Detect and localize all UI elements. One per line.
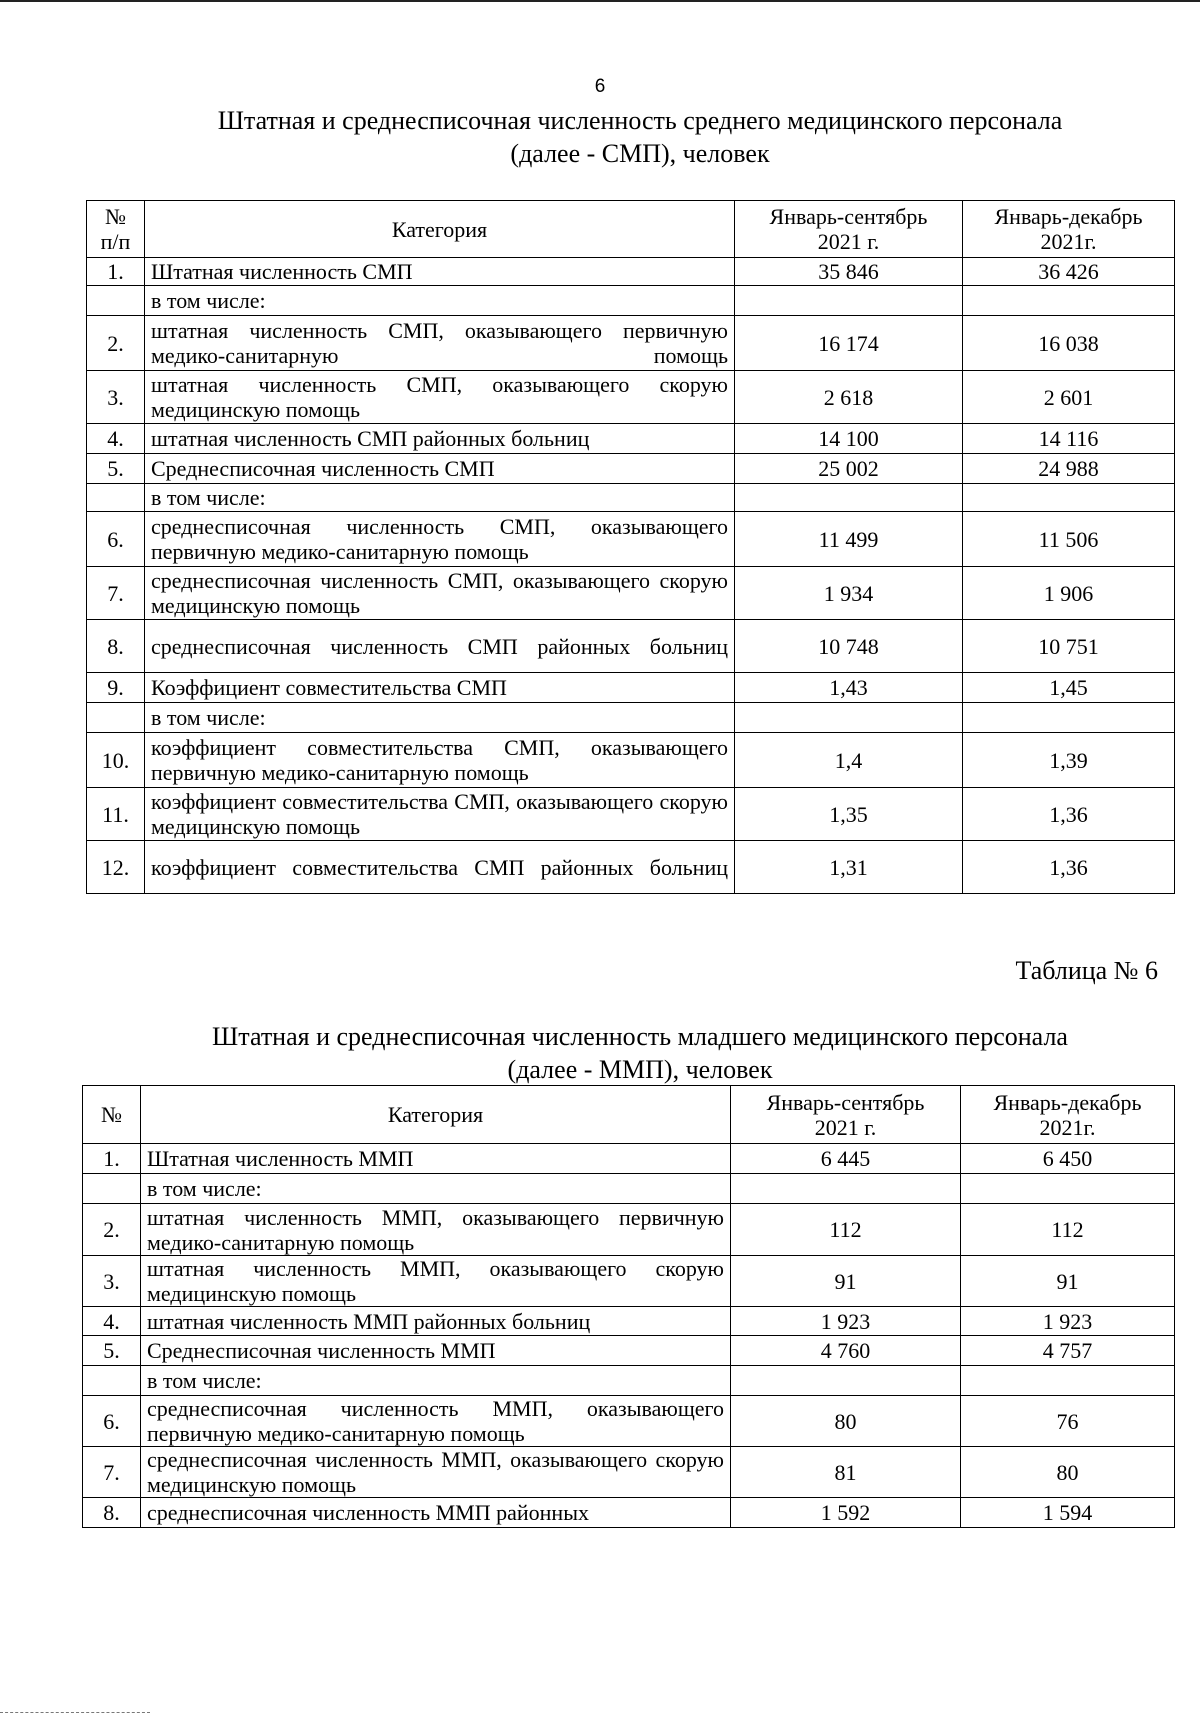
row-number [87, 484, 145, 512]
row-number: 8. [83, 1498, 141, 1528]
row-number: 3. [83, 1256, 141, 1307]
row-category: коэффициент совместительства СМП районных больниц [145, 841, 735, 894]
row-value-jan-sep: 1 934 [735, 567, 963, 620]
table2-label: Таблица № 6 [1015, 956, 1158, 985]
row-value-jan-dec [963, 286, 1175, 316]
table2-header-col1-line1: Январь-сентябрь [766, 1089, 925, 1115]
row-number [83, 1366, 141, 1396]
row-value-jan-sep [731, 1174, 961, 1204]
row-value-jan-sep: 112 [731, 1204, 961, 1256]
row-value-jan-dec: 1,45 [963, 673, 1175, 703]
row-value-jan-sep: 81 [731, 1447, 961, 1498]
row-value-jan-sep: 14 100 [735, 424, 963, 454]
row-category: в том числе: [145, 286, 735, 316]
row-value-jan-sep: 1,4 [735, 733, 963, 788]
table-row [87, 788, 1175, 841]
row-number: 10. [87, 733, 145, 788]
table-row [87, 567, 1175, 620]
row-value-jan-sep: 1,31 [735, 841, 963, 894]
table2-title [140, 1020, 1140, 1086]
row-category: коэффициент совместительства СМП, оказывающего первичную медико-санитарную помощь [145, 733, 735, 788]
row-number: 11. [87, 788, 145, 841]
row-value-jan-sep [735, 484, 963, 512]
row-value-jan-dec: 112 [961, 1204, 1175, 1256]
table2-title-line1: Штатная и среднесписочная численность младшего медицинского персонала [212, 1022, 1068, 1051]
row-value-jan-sep: 2 618 [735, 371, 963, 424]
table-row [83, 1366, 1175, 1396]
row-category: штатная численность СМП, оказывающего первичную медико-санитарную помощь [145, 316, 735, 371]
row-number [87, 703, 145, 733]
row-category: Штатная численность СМП [145, 258, 735, 286]
row-value-jan-sep [731, 1366, 961, 1396]
row-value-jan-dec [963, 484, 1175, 512]
row-value-jan-sep: 6 445 [731, 1144, 961, 1174]
row-number: 5. [87, 454, 145, 484]
table-row [87, 424, 1175, 454]
row-category: в том числе: [141, 1366, 731, 1396]
row-number: 7. [87, 567, 145, 620]
row-category: среднесписочная численность СМП, оказывающего первичную медико-санитарную помощь [145, 512, 735, 567]
table-row [87, 484, 1175, 512]
row-category: в том числе: [145, 703, 735, 733]
row-number: 6. [83, 1396, 141, 1447]
row-number: 4. [83, 1307, 141, 1336]
row-value-jan-sep: 25 002 [735, 454, 963, 484]
row-value-jan-sep: 16 174 [735, 316, 963, 371]
table1-title [140, 104, 1140, 170]
table1-header-num [87, 201, 145, 258]
row-value-jan-dec: 11 506 [963, 512, 1175, 567]
table1-header-col1-line1: Январь-сентябрь [769, 204, 928, 229]
row-number: 8. [87, 620, 145, 673]
row-value-jan-dec [961, 1366, 1175, 1396]
row-category: штатная численность ММП, оказывающего скорую медицинскую помощь [141, 1256, 731, 1307]
row-value-jan-sep: 35 846 [735, 258, 963, 286]
row-value-jan-dec: 1,36 [963, 841, 1175, 894]
row-value-jan-dec: 76 [961, 1396, 1175, 1447]
row-number: 5. [83, 1336, 141, 1366]
row-value-jan-dec: 36 426 [963, 258, 1175, 286]
table-row [87, 733, 1175, 788]
row-value-jan-sep: 11 499 [735, 512, 963, 567]
row-category: штатная численность ММП районных больниц [141, 1307, 731, 1336]
row-number: 9. [87, 673, 145, 703]
table-row [87, 703, 1175, 733]
row-number: 12. [87, 841, 145, 894]
row-category: коэффициент совместительства СМП, оказывающего скорую медицинскую помощь [145, 788, 735, 841]
row-category: в том числе: [141, 1174, 731, 1204]
row-number: 4. [87, 424, 145, 454]
table-row [87, 258, 1175, 286]
row-category: среднесписочная численность ММП, оказывающего первичную медико-санитарную помощь [141, 1396, 731, 1447]
row-value-jan-dec: 4 757 [961, 1336, 1175, 1366]
row-value-jan-sep: 1,43 [735, 673, 963, 703]
row-category: Коэффициент совместительства СМП [145, 673, 735, 703]
table2-header-col2-line1: Январь-декабрь [993, 1089, 1142, 1115]
table2 [82, 1085, 1175, 1528]
table1-header-col2-line1: Январь-декабрь [994, 204, 1143, 229]
table-row [83, 1336, 1175, 1366]
row-value-jan-sep: 1,35 [735, 788, 963, 841]
row-value-jan-dec [961, 1174, 1175, 1204]
row-value-jan-sep: 1 592 [731, 1498, 961, 1528]
row-number: 2. [83, 1204, 141, 1256]
table-row [87, 454, 1175, 484]
table1-header-col1 [735, 201, 963, 258]
table1-title-line1: Штатная и среднесписочная численность среднего медицинского персонала [217, 106, 1063, 135]
row-value-jan-dec: 24 988 [963, 454, 1175, 484]
row-number: 1. [83, 1144, 141, 1174]
table-row [83, 1144, 1175, 1174]
table2-title-line2: (далее - ММП), человек [507, 1055, 773, 1084]
row-category: штатная численность СМП районных больниц [145, 424, 735, 454]
row-number: 7. [83, 1447, 141, 1498]
table2-header-category: Категория [141, 1086, 731, 1144]
table1-body [87, 258, 1175, 894]
row-value-jan-sep [735, 703, 963, 733]
row-category: штатная численность СМП, оказывающего скорую медицинскую помощь [145, 371, 735, 424]
row-category: Среднесписочная численность СМП [145, 454, 735, 484]
row-value-jan-dec: 6 450 [961, 1144, 1175, 1174]
table-row [83, 1256, 1175, 1307]
table-row [87, 286, 1175, 316]
row-value-jan-sep: 10 748 [735, 620, 963, 673]
table1 [86, 200, 1175, 894]
table-row [87, 316, 1175, 371]
table1-header-category: Категория [145, 201, 735, 258]
row-category: штатная численность ММП, оказывающего первичную медико-санитарную помощь [141, 1204, 731, 1256]
row-value-jan-dec: 1,36 [963, 788, 1175, 841]
table2-header-row [83, 1086, 1175, 1144]
row-number [83, 1174, 141, 1204]
table2-header-col2 [961, 1086, 1175, 1144]
row-number: 6. [87, 512, 145, 567]
table-row [83, 1498, 1175, 1528]
table-row [87, 841, 1175, 894]
row-category: среднесписочная численность ММП, оказывающего скорую медицинскую помощь [141, 1447, 731, 1498]
row-value-jan-dec: 10 751 [963, 620, 1175, 673]
table1-header-num-line1: № [105, 204, 126, 229]
table2-header-col2-line2: 2021г. [1039, 1114, 1096, 1140]
page-number: 6 [594, 76, 606, 97]
table2-header-col1 [731, 1086, 961, 1144]
table-row [87, 673, 1175, 703]
table2-body [83, 1144, 1175, 1528]
row-value-jan-dec [963, 703, 1175, 733]
table1-header-col2-line2: 2021г. [1040, 229, 1097, 254]
row-value-jan-dec: 2 601 [963, 371, 1175, 424]
table1-header-col1-line2: 2021 г. [817, 229, 880, 254]
row-value-jan-sep: 91 [731, 1256, 961, 1307]
table-row [83, 1307, 1175, 1336]
row-category: среднесписочная численность СМП, оказывающего скорую медицинскую помощь [145, 567, 735, 620]
row-category: в том числе: [145, 484, 735, 512]
row-category: Среднесписочная численность ММП [141, 1336, 731, 1366]
table-row [83, 1204, 1175, 1256]
row-value-jan-sep: 4 760 [731, 1336, 961, 1366]
row-number [87, 286, 145, 316]
scan-footer-line [0, 1712, 150, 1713]
row-category: Штатная численность ММП [141, 1144, 731, 1174]
row-value-jan-sep [735, 286, 963, 316]
row-category: среднесписочная численность ММП районных [141, 1498, 731, 1528]
table1-header-col2 [963, 201, 1175, 258]
row-value-jan-dec: 1 594 [961, 1498, 1175, 1528]
row-value-jan-dec: 91 [961, 1256, 1175, 1307]
row-value-jan-dec: 1 906 [963, 567, 1175, 620]
table1-header-row [87, 201, 1175, 258]
table-row [83, 1396, 1175, 1447]
row-value-jan-dec: 16 038 [963, 316, 1175, 371]
table-row [87, 620, 1175, 673]
row-value-jan-dec: 1 923 [961, 1307, 1175, 1336]
table2-header-num: № [83, 1086, 141, 1144]
table1-title-line2: (далее - СМП), человек [510, 139, 770, 168]
row-value-jan-dec: 14 116 [963, 424, 1175, 454]
row-category: среднесписочная численность СМП районных больниц [145, 620, 735, 673]
row-value-jan-dec: 1,39 [963, 733, 1175, 788]
row-number: 3. [87, 371, 145, 424]
table-row [87, 371, 1175, 424]
row-value-jan-dec: 80 [961, 1447, 1175, 1498]
table-row [83, 1174, 1175, 1204]
row-number: 2. [87, 316, 145, 371]
table-row [87, 512, 1175, 567]
row-value-jan-sep: 1 923 [731, 1307, 961, 1336]
row-value-jan-sep: 80 [731, 1396, 961, 1447]
table1-header-num-line2: п/п [100, 229, 131, 254]
row-number: 1. [87, 258, 145, 286]
table-row [83, 1447, 1175, 1498]
table2-header-col1-line2: 2021 г. [814, 1114, 877, 1140]
scan-edge-line [0, 0, 1200, 2]
